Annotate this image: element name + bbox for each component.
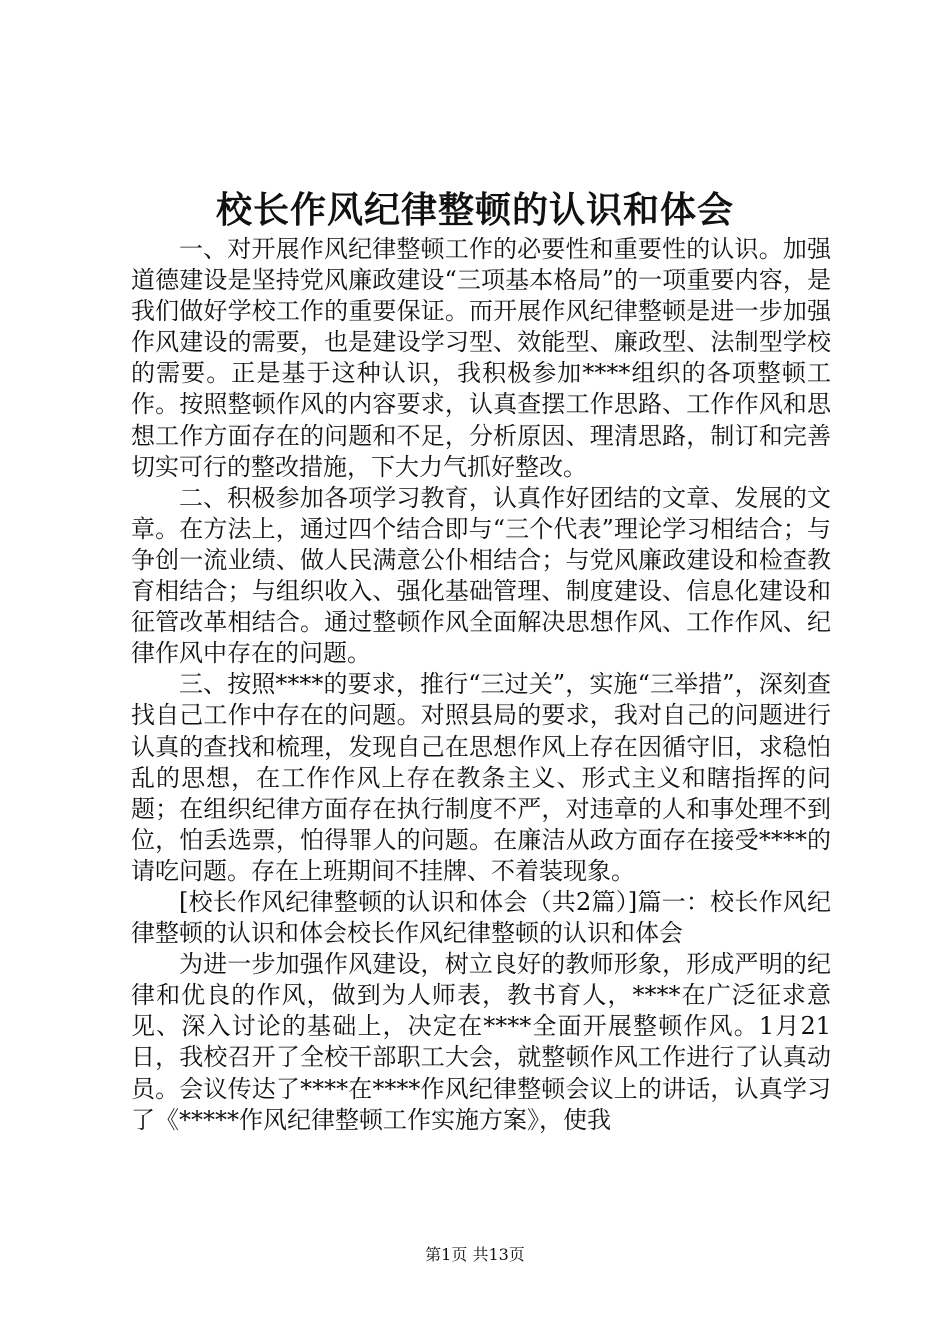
paragraph-3: 三、按照****的要求，推行“三过关”，实施“三举措”，深刻查找自己工作中存在的问题。对照县局的要求，我对自己的问题进行认真的查找和梳理，发现自己在思想作风上存在因循守旧，求稳怕乱的思想，在工作作风上存在教条主义、形式主义和瞎指挥的问题；在组织纪律方面存在执行制度不严，对违章的人和事处理不到位，怕丢选票，怕得罪人的问题。在廉洁从政方面存在接受****的请吃问题。存在上班期间不挂牌、不着装现象。 [131,670,831,885]
paragraph-1: 一、对开展作风纪律整顿工作的必要性和重要性的认识。加强道德建设是坚持党风廉政建设“三项基本格局”的一项重要内容，是我们做好学校工作的重要保证。而开展作风纪律整顿是进一步加强作风建设的需要，也是建设学习型、效能型、廉政型、法制型学校的需要。正是基于这种认识，我积极参加****组织的各项整顿工作。按照整顿作风的内容要求，认真查摆工作思路、工作作风和思想工作方面存在的问题和不足，分析原因、理清思路，制订和完善切实可行的整改措施，下大力气抓好整改。 [131,235,831,481]
paragraph-2: 二、积极参加各项学习教育，认真作好团结的文章、发展的文章。在方法上，通过四个结合即与“三个代表”理论学习相结合；与争创一流业绩、做人民满意公仆相结合；与党风廉政建设和检查教育相结合；与组织收入、强化基础管理、制度建设、信息化建设和征管改革相结合。通过整顿作风全面解决思想作风、工作作风、纪律作风中存在的问题。 [131,483,831,668]
paragraph-5: 为进一步加强作风建设，树立良好的教师形象，形成严明的纪律和优良的作风，做到为人师表，教书育人，****在广泛征求意见、深入讨论的基础上，决定在****全面开展整顿作风。1月21日，我校召开了全校干部职工大会，就整顿作风工作进行了认真动员。会议传达了****在****作风纪律整顿会议上的讲话，认真学习了《*****作风纪律整顿工作实施方案》，使我 [131,950,831,1134]
document-title: 校长作风纪律整顿的认识和体会 [215,189,734,231]
paragraph-4: [校长作风纪律整顿的认识和体会（共2篇）]篇一：校长作风纪律整顿的认识和体会校长作风纪律整顿的认识和体会 [131,887,831,948]
page-number-footer: 第1页 共13页 [425,1245,525,1264]
document-body [131,234,831,1136]
